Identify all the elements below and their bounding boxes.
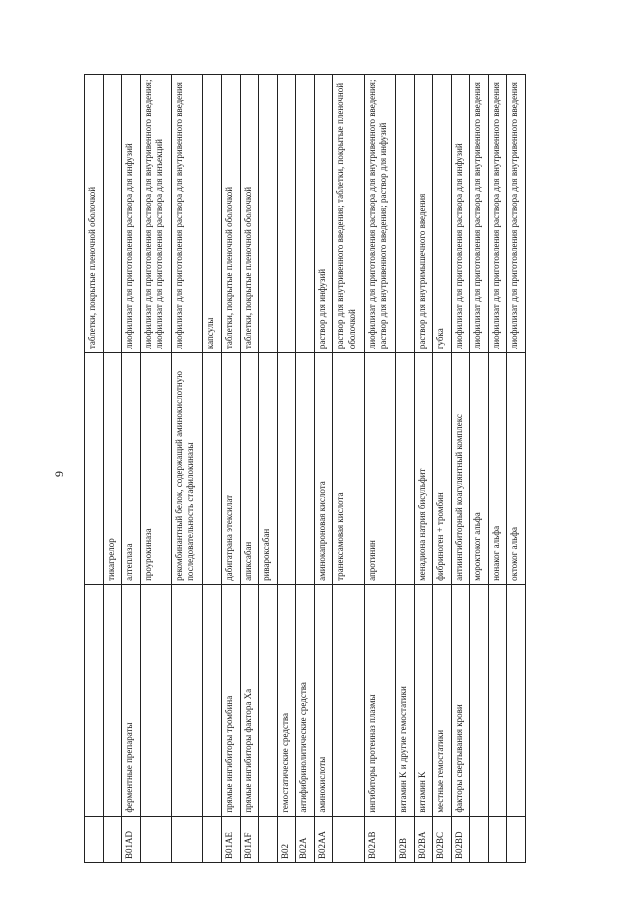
drug-name-cell: апротинин <box>364 353 395 585</box>
group-name-cell <box>85 584 104 816</box>
table-row <box>433 75 452 863</box>
table-row <box>414 75 433 863</box>
dosage-form-cell: лиофилизат для приготовления раствора для инфузий <box>122 75 141 353</box>
atc-code-cell: B02AB <box>364 816 395 862</box>
group-name-cell: прямые ингибиторы фактора Xa <box>240 584 259 816</box>
dosage-form-cell: лиофилизат для приготовления раствора для внутривенного введения <box>470 75 489 353</box>
group-name-cell: витамин K и другие гемостатики <box>396 584 415 816</box>
drug-name-cell: тикагрелор <box>103 353 122 585</box>
group-name-cell <box>140 584 171 816</box>
drug-name-cell <box>85 353 104 585</box>
drug-name-cell <box>277 353 296 585</box>
atc-code-cell <box>103 816 122 862</box>
group-name-cell: ингибиторы протеиназ плазмы <box>364 584 395 816</box>
dosage-form-cell <box>259 75 278 353</box>
dosage-form-cell <box>296 75 315 353</box>
group-name-cell <box>203 584 222 816</box>
atc-code-cell: B02AA <box>314 816 333 862</box>
table-row <box>488 75 507 863</box>
dosage-form-cell: лиофилизат для приготовления раствора для внутривенного введения; раствор для внутривенного введения; раствор для инфузий <box>364 75 395 353</box>
page-number: 9 <box>52 471 66 477</box>
dosage-form-cell: лиофилизат для приготовления раствора для внутривенного введения <box>507 75 526 353</box>
group-name-cell <box>103 584 122 816</box>
drug-name-cell: антиингибиторный коагулянтный комплекс <box>451 353 470 585</box>
table-row <box>507 75 526 863</box>
drug-name-cell: рекомбинантный белок, содержащий аминокислотную последовательность стафилокиназы <box>172 353 203 585</box>
group-name-cell: гемостатические средства <box>277 584 296 816</box>
atc-code-cell: B02 <box>277 816 296 862</box>
table-row <box>277 75 296 863</box>
table-row <box>259 75 278 863</box>
table-row <box>451 75 470 863</box>
drug-name-cell: аминокапроновая кислота <box>314 353 333 585</box>
dosage-form-cell: капсулы <box>203 75 222 353</box>
atc-code-cell: B02A <box>296 816 315 862</box>
group-name-cell <box>259 584 278 816</box>
atc-code-cell <box>203 816 222 862</box>
dosage-form-cell <box>277 75 296 353</box>
group-name-cell <box>333 584 364 816</box>
table-row <box>470 75 489 863</box>
drug-name-cell: алтеплаза <box>122 353 141 585</box>
table-row <box>314 75 333 863</box>
table-row <box>203 75 222 863</box>
atc-code-cell: B02BD <box>451 816 470 862</box>
drug-name-cell: менадиона натрия бисульфит <box>414 353 433 585</box>
group-name-cell: факторы свертывания крови <box>451 584 470 816</box>
group-name-cell <box>488 584 507 816</box>
drug-table <box>84 74 526 863</box>
drug-name-cell: нонаког альфа <box>488 353 507 585</box>
atc-code-cell <box>85 816 104 862</box>
dosage-form-cell: лиофилизат для приготовления раствора для внутривенного введения <box>488 75 507 353</box>
drug-name-cell: октоког альфа <box>507 353 526 585</box>
table-row <box>85 75 104 863</box>
atc-code-cell: B02BA <box>414 816 433 862</box>
group-name-cell: прямые ингибиторы тромбина <box>221 584 240 816</box>
group-name-cell: ферментные препараты <box>122 584 141 816</box>
group-name-cell: аминокислоты <box>314 584 333 816</box>
drug-name-cell: фибриноген + тромбин <box>433 353 452 585</box>
atc-code-cell <box>507 816 526 862</box>
drug-name-cell <box>203 353 222 585</box>
group-name-cell <box>470 584 489 816</box>
drug-name-cell <box>396 353 415 585</box>
table-row <box>103 75 122 863</box>
table-row <box>333 75 364 863</box>
drug-name-cell: проурокиназа <box>140 353 171 585</box>
dosage-form-cell: лиофилизат для приготовления раствора для внутривенного введения; лиофилизат для приготовления раствора для инъекций <box>140 75 171 353</box>
table-row <box>364 75 395 863</box>
dosage-form-cell: раствор для внутримышечного введения <box>414 75 433 353</box>
drug-table-body <box>85 75 526 863</box>
atc-code-cell: B02B <box>396 816 415 862</box>
atc-code-cell <box>470 816 489 862</box>
atc-code-cell <box>488 816 507 862</box>
drug-name-cell: дабигатрана этексилат <box>221 353 240 585</box>
group-name-cell <box>172 584 203 816</box>
table-row <box>221 75 240 863</box>
atc-code-cell <box>172 816 203 862</box>
dosage-form-cell: таблетки, покрытые пленочной оболочкой <box>240 75 259 353</box>
dosage-form-cell <box>103 75 122 353</box>
atc-code-cell <box>140 816 171 862</box>
drug-name-cell: апиксабан <box>240 353 259 585</box>
dosage-form-cell <box>396 75 415 353</box>
dosage-form-cell: губка <box>433 75 452 353</box>
dosage-form-cell: раствор для инфузий <box>314 75 333 353</box>
atc-code-cell: B01AE <box>221 816 240 862</box>
table-row <box>396 75 415 863</box>
dosage-form-cell: раствор для внутривенного введения; таблетки, покрытые пленочной оболочкой <box>333 75 364 353</box>
dosage-form-cell: таблетки, покрытые пленочной оболочкой <box>85 75 104 353</box>
table-row <box>140 75 171 863</box>
atc-code-cell: B01AF <box>240 816 259 862</box>
table-row <box>240 75 259 863</box>
group-name-cell: витамин K <box>414 584 433 816</box>
drug-name-cell: транексамовая кислота <box>333 353 364 585</box>
rotated-table-wrapper <box>84 74 526 863</box>
dosage-form-cell: таблетки, покрытые пленочной оболочкой <box>221 75 240 353</box>
atc-code-cell <box>333 816 364 862</box>
atc-code-cell: B02BC <box>433 816 452 862</box>
dosage-form-cell: лиофилизат для приготовления раствора для инфузий <box>451 75 470 353</box>
drug-name-cell: мороктоког альфа <box>470 353 489 585</box>
group-name-cell: местные гемостатики <box>433 584 452 816</box>
atc-code-cell <box>259 816 278 862</box>
table-row <box>172 75 203 863</box>
dosage-form-cell: лиофилизат для приготовления раствора для внутривенного введения <box>172 75 203 353</box>
drug-name-cell: ривароксабан <box>259 353 278 585</box>
atc-code-cell: B01AD <box>122 816 141 862</box>
table-row <box>122 75 141 863</box>
group-name-cell <box>507 584 526 816</box>
group-name-cell: антифибринолитические средства <box>296 584 315 816</box>
table-row <box>296 75 315 863</box>
drug-name-cell <box>296 353 315 585</box>
